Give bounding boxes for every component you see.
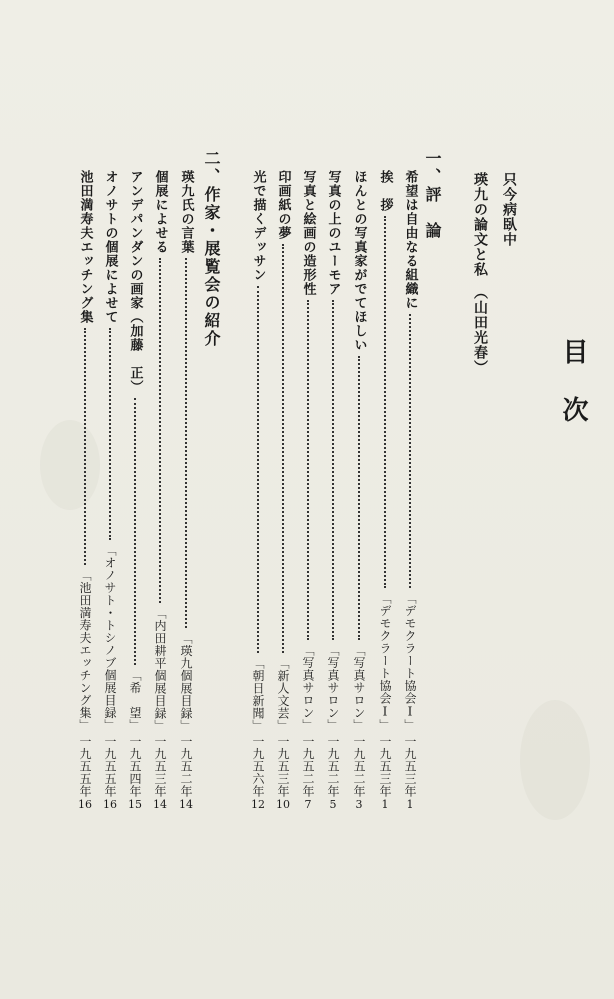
- dot-leader: [282, 244, 284, 653]
- entry-page-number: 12: [251, 798, 265, 811]
- entry-title: 個展によせる: [152, 170, 168, 254]
- toc-entry[interactable]: [273, 170, 293, 810]
- entry-source: 「新人文芸」: [276, 656, 290, 732]
- entry-source: 「写真サロン」: [301, 644, 315, 732]
- toc-entry[interactable]: [75, 170, 95, 810]
- entry-year: 一九五二年: [179, 734, 193, 797]
- entry-year: 一九五三年: [153, 734, 167, 797]
- entry-title: 挨 拶: [377, 170, 393, 212]
- entry-source: 「希 望」: [128, 669, 142, 732]
- entry-page-number: 16: [103, 798, 117, 811]
- entry-title: 池田満寿夫エッチング集: [77, 170, 93, 324]
- entry-title: 印画紙の夢: [275, 170, 291, 240]
- paper-stain: [520, 700, 590, 820]
- dot-leader: [134, 398, 136, 665]
- dot-leader: [332, 300, 334, 640]
- dot-leader: [109, 328, 111, 540]
- entry-year: 一九五四年: [128, 734, 142, 797]
- entry-year: 一九五二年: [326, 734, 340, 797]
- entry-year: 一九五二年: [352, 734, 366, 797]
- entry-year: 一九五三年: [378, 734, 392, 797]
- entry-page-number: 14: [153, 798, 167, 811]
- section-heading-review: 一、評 論: [423, 150, 442, 240]
- entry-source: 「内田耕平個展目録」: [153, 606, 167, 732]
- entry-page-number: 15: [128, 798, 142, 811]
- entry-year: 一九五五年: [78, 734, 92, 797]
- entry-title: 写真と絵画の造形性: [300, 170, 316, 296]
- entry-page-number: 3: [355, 798, 363, 811]
- toc-entry[interactable]: [349, 170, 369, 810]
- entry-source: 「瑛九個展目録」: [179, 631, 193, 732]
- entry-title: アンデパンダンの画家（加藤 正）: [127, 170, 143, 394]
- entry-source: 「デモクラート協会Ⅰ」: [378, 592, 392, 732]
- preface-line-1: 只今病臥中: [501, 172, 517, 247]
- entry-title: オノサトの個展によせて: [102, 170, 118, 324]
- dot-leader: [384, 216, 386, 588]
- toc-entry[interactable]: [375, 170, 395, 810]
- entry-page-number: 16: [78, 798, 92, 811]
- entry-source: 「写真サロン」: [326, 644, 340, 732]
- entry-page-number: 14: [179, 798, 193, 811]
- entry-source: 「写真サロン」: [352, 644, 366, 732]
- entry-title: 写真の上のユーモア: [325, 170, 341, 296]
- toc-entry[interactable]: [400, 170, 420, 810]
- dot-leader: [307, 300, 309, 640]
- entry-year: 一九五三年: [276, 734, 290, 797]
- dot-leader: [159, 258, 161, 603]
- entry-page-number: 7: [304, 798, 312, 811]
- entry-source: 「デモクラート協会Ⅰ」: [403, 592, 417, 732]
- toc-entry[interactable]: [176, 170, 196, 810]
- entry-page-number: 10: [276, 798, 290, 811]
- entry-source: 「池田満寿夫エッチング集」: [78, 569, 92, 732]
- page-title: 目 次: [558, 338, 588, 425]
- toc-entry[interactable]: [150, 170, 170, 810]
- entry-page-number: 1: [406, 798, 414, 811]
- preface-line-2: 瑛九の論文と私 （山田光春）: [472, 172, 488, 375]
- entry-page-number: 1: [381, 798, 389, 811]
- entry-year: 一九五二年: [301, 734, 315, 797]
- entry-year: 一九五五年: [103, 734, 117, 797]
- entry-source: 「オノサト・トシノブ個展目録」: [103, 544, 117, 732]
- dot-leader: [257, 286, 259, 653]
- entry-title: 光で描くデッサン: [250, 170, 266, 282]
- section-heading-artists: 二、作家・展覧会の紹介: [202, 150, 221, 348]
- toc-entry[interactable]: [323, 170, 343, 810]
- toc-entry[interactable]: [100, 170, 120, 810]
- entry-title: 瑛九氏の言葉: [178, 170, 194, 254]
- entry-title: 希望は自由なる組織に: [402, 170, 418, 310]
- entry-year: 一九五三年: [403, 734, 417, 797]
- entry-title: ほんとの写真家がでてほしい: [351, 170, 367, 352]
- entry-source: 「朝日新聞」: [251, 656, 265, 732]
- dot-leader: [185, 258, 187, 628]
- entry-page-number: 5: [329, 798, 337, 811]
- toc-entry[interactable]: [125, 170, 145, 810]
- entry-year: 一九五六年: [251, 734, 265, 797]
- toc-entry[interactable]: [298, 170, 318, 810]
- dot-leader: [84, 328, 86, 565]
- dot-leader: [409, 314, 411, 588]
- toc-entry[interactable]: [248, 170, 268, 810]
- dot-leader: [358, 356, 360, 640]
